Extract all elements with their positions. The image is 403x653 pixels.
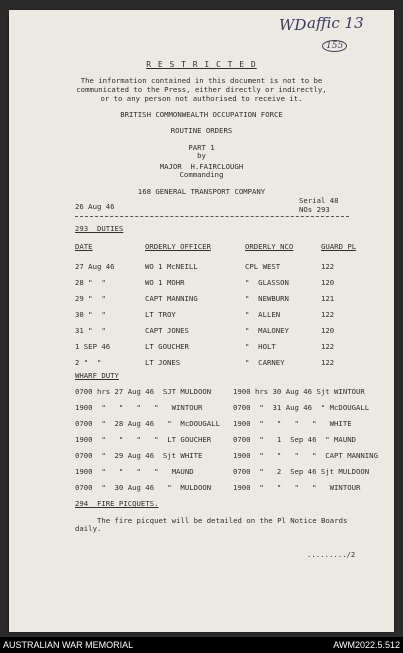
duty-cell-orderly-officer: CAPT JONES (145, 326, 189, 335)
part-label: PART 1 (188, 143, 215, 152)
duty-cell-date: 28 " " (75, 278, 106, 287)
duty-cell-orderly-nco: " ALLEN (245, 310, 281, 319)
duty-cell-guard-pl: 122 (321, 310, 335, 319)
duty-cell-orderly-nco: " CARNEY (245, 358, 285, 367)
handwritten-note: affic 13 (307, 14, 364, 32)
footer-accession: AWM2022.5.512 (333, 640, 400, 650)
serial-number: Serial 48 (299, 196, 339, 205)
order-date: 26 Aug 46 (75, 202, 115, 211)
duty-cell-orderly-officer: LT GOUCHER (145, 342, 189, 351)
duty-cell-guard-pl: 122 (321, 342, 335, 351)
duty-cell-date: 29 " " (75, 294, 106, 303)
wharf-entry: 0700 " 29 Aug 46 Sjt WHITE (75, 451, 203, 460)
warning-line-2: communicated to the Press, either directly or indirectly, (76, 85, 327, 94)
handwritten-stamp: 155 (322, 40, 347, 52)
document-page (9, 10, 394, 632)
wharf-entry: 1900 " " " " MAUND (75, 467, 194, 476)
duty-cell-guard-pl: 121 (321, 294, 335, 303)
by-label: by (197, 151, 206, 160)
duty-cell-orderly-nco: " GLASSON (245, 278, 289, 287)
footer-bar (0, 637, 403, 653)
duty-cell-guard-pl: 122 (321, 262, 335, 271)
duty-cell-orderly-officer: CAPT MANNING (145, 294, 198, 303)
duty-cell-guard-pl: 120 (321, 326, 335, 335)
wharf-entry: 0700 " 1 Sep 46 " MAUND (233, 435, 357, 444)
commanding-officer: MAJOR H.FAIRCLOUGH (159, 162, 244, 171)
duty-cell-guard-pl: 120 (321, 278, 335, 287)
wharf-entry: 1900 " " " " WHITE (233, 419, 352, 428)
col-guard-pl: GUARD PL (321, 242, 357, 251)
pickets-heading: 294 FIRE PICQUETS. (75, 499, 159, 508)
force-title: BRITISH COMMONWEALTH OCCUPATION FORCE (120, 110, 283, 119)
duty-cell-date: 2 " " (75, 358, 102, 367)
wharf-heading: WHARF DUTY (75, 371, 119, 380)
col-orderly-officer: ORDERLY OFFICER (145, 242, 211, 251)
duty-cell-date: 31 " " (75, 326, 106, 335)
duty-cell-date: 27 Aug 46 (75, 262, 115, 271)
order-numbers: NOs 293 (299, 205, 330, 214)
pickets-text-2: daily. (75, 524, 102, 533)
duty-cell-guard-pl: 122 (321, 358, 335, 367)
duty-cell-date: 1 SEP 46 (75, 342, 111, 351)
wharf-entry: 1900 " " " " LT GOUCHER (75, 435, 212, 444)
page-continuation: ........./2 (307, 550, 356, 559)
handwritten-code: WD (279, 16, 307, 34)
duty-cell-orderly-nco: " HOLT (245, 342, 276, 351)
wharf-entry: 1900 " " " " WINTOUR (233, 483, 361, 492)
wharf-entry: 0700 " 28 Aug 46 " McDOUGALL (75, 419, 220, 428)
wharf-entry: 0700 hrs 27 Aug 46 SJT MULDOON (75, 387, 212, 396)
duty-cell-orderly-nco: " NEWBURN (245, 294, 289, 303)
duty-cell-orderly-officer: WO 1 McNEILL (145, 262, 198, 271)
wharf-entry: 0700 " 2 Sep 46 Sjt MULDOON (233, 467, 370, 476)
duty-cell-orderly-officer: WO 1 MOHR (145, 278, 185, 287)
pickets-text-1: The fire picquet will be detailed on the Pl Notice Boards (75, 516, 348, 525)
classification-heading: R E S T R I C T E D (146, 60, 257, 69)
col-orderly-nco: ORDERLY NCO (245, 242, 294, 251)
warning-line-1: The information contained in this document is not to be (80, 76, 323, 85)
duty-cell-orderly-officer: LT TROY (145, 310, 176, 319)
header-rule (75, 216, 349, 217)
duty-cell-date: 30 " " (75, 310, 106, 319)
wharf-entry: 0700 " 30 Aug 46 " MULDOON (75, 483, 212, 492)
wharf-entry: 1900 " " " " CAPT MANNING (233, 451, 378, 460)
duty-cell-orderly-nco: " MALONEY (245, 326, 289, 335)
duties-heading: 293 DUTIES (75, 224, 124, 233)
wharf-entry: 1900 hrs 30 Aug 46 Sjt WINTOUR (233, 387, 365, 396)
unit-name: 168 GENERAL TRANSPORT COMPANY (137, 187, 266, 196)
commanding-role: Commanding (179, 170, 224, 179)
wharf-entry: 0700 " 31 Aug 46 " McDOUGALL (233, 403, 370, 412)
wharf-entry: 1900 " " " " WINTOUR (75, 403, 203, 412)
duty-cell-orderly-nco: CPL WEST (245, 262, 281, 271)
orders-title: ROUTINE ORDERS (170, 126, 233, 135)
warning-line-3: or to any person not authorised to receive it. (100, 94, 303, 103)
footer-institution: AUSTRALIAN WAR MEMORIAL (3, 640, 134, 650)
duty-cell-orderly-officer: LT JONES (145, 358, 181, 367)
col-date: DATE (75, 242, 93, 251)
